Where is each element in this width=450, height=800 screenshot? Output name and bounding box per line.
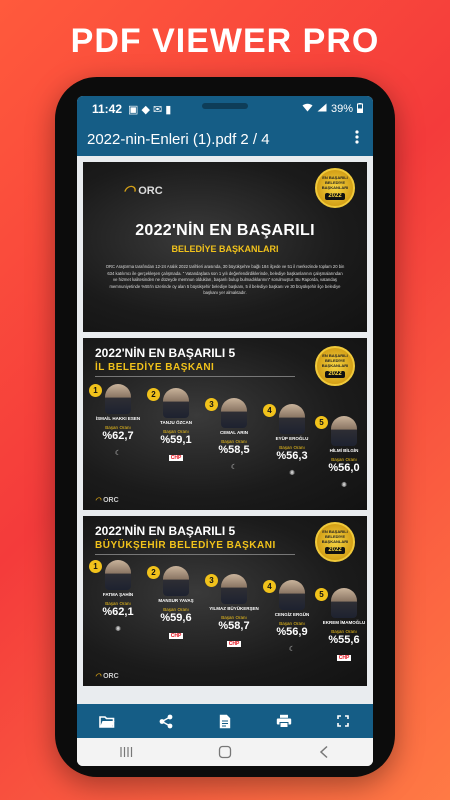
rank-badge: 1 — [89, 560, 102, 573]
page2-subtitle: İL BELEDİYE BAŞKANI — [95, 362, 215, 373]
candidate-photo — [105, 560, 131, 590]
candidate-photo — [105, 384, 131, 414]
page2-title: 2022'NİN EN BAŞARILI 5 — [95, 346, 236, 360]
award-badge — [315, 346, 355, 386]
orc-logo-mark: ◠ — [95, 673, 102, 680]
candidate-photo — [331, 416, 357, 446]
page1-body-text: ORC Araştırma tarafından 12-24 Aralık 2022 tarihleri arasında, 30 büyükşehre bağlı 184 ilçede ve 51 il merkezinde toplam 20 bin 634 katılımcı ile gerçekleşen çalışmada. " Vatandaşlara son 1 yılı değerlendirdiklerinde, belediye başkanlarının çalışmalarından ve hizmet kalitesinden ne düzeyde memnun oldukları, başarılı bulup bulmadıklarının" sorulmuştur. Bu Raporda, vatandaş memnuniyetinde %55'in üzerinde oy alan 5 büyükşehir belediye başkanı, 5 il belediye başkanı ve 30 büyükşehir ilçe belediye başkanı yer almaktadır. — [105, 264, 345, 295]
success-rate: %56,3 — [276, 450, 308, 462]
success-rate: %56,0 — [328, 462, 360, 474]
candidate-card — [315, 588, 367, 664]
badge-year: 2022 — [325, 193, 345, 200]
page3-subtitle: BÜYÜKŞEHİR BELEDİYE BAŞKANI — [95, 540, 276, 551]
rank-badge: 4 — [263, 404, 276, 417]
candidate-card — [147, 566, 205, 642]
success-rate: %59,1 — [160, 434, 192, 446]
success-label: Başarı Oranı — [105, 601, 131, 606]
party-logo: CHP — [338, 655, 350, 661]
success-rate: %58,5 — [218, 444, 250, 456]
candidate-photo — [279, 580, 305, 610]
orc-logo — [95, 672, 119, 680]
fullscreen-icon[interactable] — [329, 707, 357, 735]
candidate-name: CENGİZ ERGÜN — [274, 612, 310, 617]
candidate-photo — [221, 574, 247, 604]
candidate-photo — [331, 588, 357, 618]
pdf-page-2 — [83, 338, 367, 510]
badge-line-1: EN BAŞARILI — [322, 353, 348, 359]
recent-apps-icon[interactable] — [111, 742, 141, 762]
candidate-photo — [279, 404, 305, 434]
success-rate: %58,7 — [218, 620, 250, 632]
status-right — [302, 103, 363, 116]
party-logo: ☾ — [230, 464, 238, 471]
candidate-card — [315, 416, 367, 492]
candidate-photo — [163, 566, 189, 596]
candidate-photo — [221, 398, 247, 428]
back-icon[interactable] — [309, 742, 339, 762]
award-badge — [315, 522, 355, 562]
folder-open-icon[interactable] — [93, 707, 121, 735]
candidate-card — [147, 388, 205, 464]
party-logo: ☾ — [288, 646, 296, 653]
orc-logo-text: ORC — [138, 184, 163, 197]
badge-line-3: BAŞKANLARI — [321, 362, 349, 368]
battery-percent: 39% — [330, 103, 353, 115]
rank-badge: 1 — [89, 384, 102, 397]
status-bar — [77, 96, 373, 122]
success-label: Başarı Oranı — [163, 607, 189, 612]
party-logo: ☾ — [114, 450, 122, 457]
app-bar — [77, 122, 373, 156]
candidate-name: YILMAZ BÜYÜKERŞEN — [209, 606, 259, 611]
badge-line-1: EN BAŞARILI — [322, 175, 348, 181]
success-rate: %59,6 — [160, 612, 192, 624]
party-logo: CHP — [170, 633, 182, 639]
system-nav-bar — [77, 738, 373, 766]
orc-logo-text: ORC — [103, 497, 119, 504]
orc-logo-text: ORC — [103, 673, 119, 680]
badge-line-1: EN BAŞARILI — [322, 529, 348, 535]
badge-line-2: BELEDİYE — [324, 180, 345, 185]
rank-badge: 2 — [147, 388, 160, 401]
signal-icon — [317, 103, 327, 115]
print-icon[interactable] — [270, 707, 298, 735]
success-label: Başarı Oranı — [331, 629, 357, 634]
badge-year: 2022 — [325, 371, 345, 378]
award-badge — [315, 168, 355, 208]
party-logo: ✺ — [341, 482, 347, 489]
battery-icon — [357, 103, 363, 116]
divider — [95, 376, 295, 377]
badge-line-2: BELEDİYE — [324, 358, 345, 363]
candidate-name: MANSUR YAVAŞ — [158, 598, 194, 603]
page1-headline: 2022'NİN EN BAŞARILI — [135, 222, 315, 239]
success-rate: %56,9 — [276, 626, 308, 638]
party-logo: ✺ — [115, 626, 121, 633]
candidate-name: EYÜP EROĞLU — [275, 436, 309, 441]
success-label: Başarı Oranı — [279, 621, 305, 626]
badge-line-2: BELEDİYE — [324, 534, 345, 539]
page1-subtitle: BELEDİYE BAŞKANLARI — [171, 244, 279, 254]
success-label: Başarı Oranı — [221, 439, 247, 444]
badge-line-3: BAŞKANLARI — [321, 184, 349, 190]
party-logo: ✺ — [289, 470, 295, 477]
document-title: 2022-nin-Enleri (1).pdf 2 / 4 — [87, 130, 270, 148]
rank-badge: 3 — [205, 574, 218, 587]
divider — [95, 554, 295, 555]
success-label: Başarı Oranı — [105, 425, 131, 430]
page3-title: 2022'NİN EN BAŞARILI 5 — [95, 524, 236, 538]
home-icon[interactable] — [210, 742, 240, 762]
candidate-card — [263, 580, 321, 656]
more-vert-icon[interactable] — [351, 130, 363, 148]
candidate-card — [263, 404, 321, 480]
candidate-name: HİLMİ BİLGİN — [329, 448, 359, 453]
success-label: Başarı Oranı — [331, 457, 357, 462]
app-screen — [77, 96, 373, 766]
candidate-name: FATMA ŞAHİN — [102, 592, 134, 597]
candidate-name: CEMAL ARIN — [220, 430, 248, 435]
promo-title: PDF VIEWER PRO — [70, 22, 380, 60]
notification-icons: ▣ ◆ ✉ ▮ — [128, 103, 172, 116]
candidate-name: TANJU ÖZCAN — [160, 420, 192, 425]
share-icon[interactable] — [152, 707, 180, 735]
status-time: 11:42 — [92, 102, 123, 116]
pdf-document-view[interactable] — [77, 156, 373, 704]
rank-badge: 5 — [315, 588, 328, 601]
success-rate: %62,7 — [102, 430, 134, 442]
candidate-card — [89, 560, 147, 636]
success-rate: %55,6 — [328, 634, 360, 646]
badge-line-3: BAŞKANLARI — [321, 538, 349, 544]
orc-logo-mark: ◠ — [95, 497, 102, 504]
candidate-photo — [163, 388, 189, 418]
rank-badge: 2 — [147, 566, 160, 579]
orc-logo — [123, 182, 163, 199]
success-label: Başarı Oranı — [163, 429, 189, 434]
candidate-card — [205, 398, 263, 474]
bottom-toolbar — [77, 704, 373, 738]
success-rate: %62,1 — [102, 606, 134, 618]
candidate-name: İSMAİL HAKKI ESEN — [95, 416, 141, 421]
rank-badge: 3 — [205, 398, 218, 411]
success-label: Başarı Oranı — [279, 445, 305, 450]
pdf-page-1 — [83, 162, 367, 332]
party-logo: CHP — [170, 455, 182, 461]
pdf-page-3 — [83, 516, 367, 686]
rank-badge: 4 — [263, 580, 276, 593]
party-logo: CHP — [228, 641, 240, 647]
orc-logo-mark: ◠ — [123, 182, 136, 198]
rank-badge: 5 — [315, 416, 328, 429]
document-icon[interactable] — [211, 707, 239, 735]
candidate-card — [205, 574, 263, 650]
success-label: Başarı Oranı — [221, 615, 247, 620]
candidate-name: EKREM İMAMOĞLU — [322, 620, 366, 625]
orc-logo — [95, 496, 119, 504]
camera-notch — [202, 103, 248, 109]
candidate-card — [89, 384, 147, 460]
badge-year: 2022 — [325, 547, 345, 554]
wifi-icon — [302, 103, 313, 115]
